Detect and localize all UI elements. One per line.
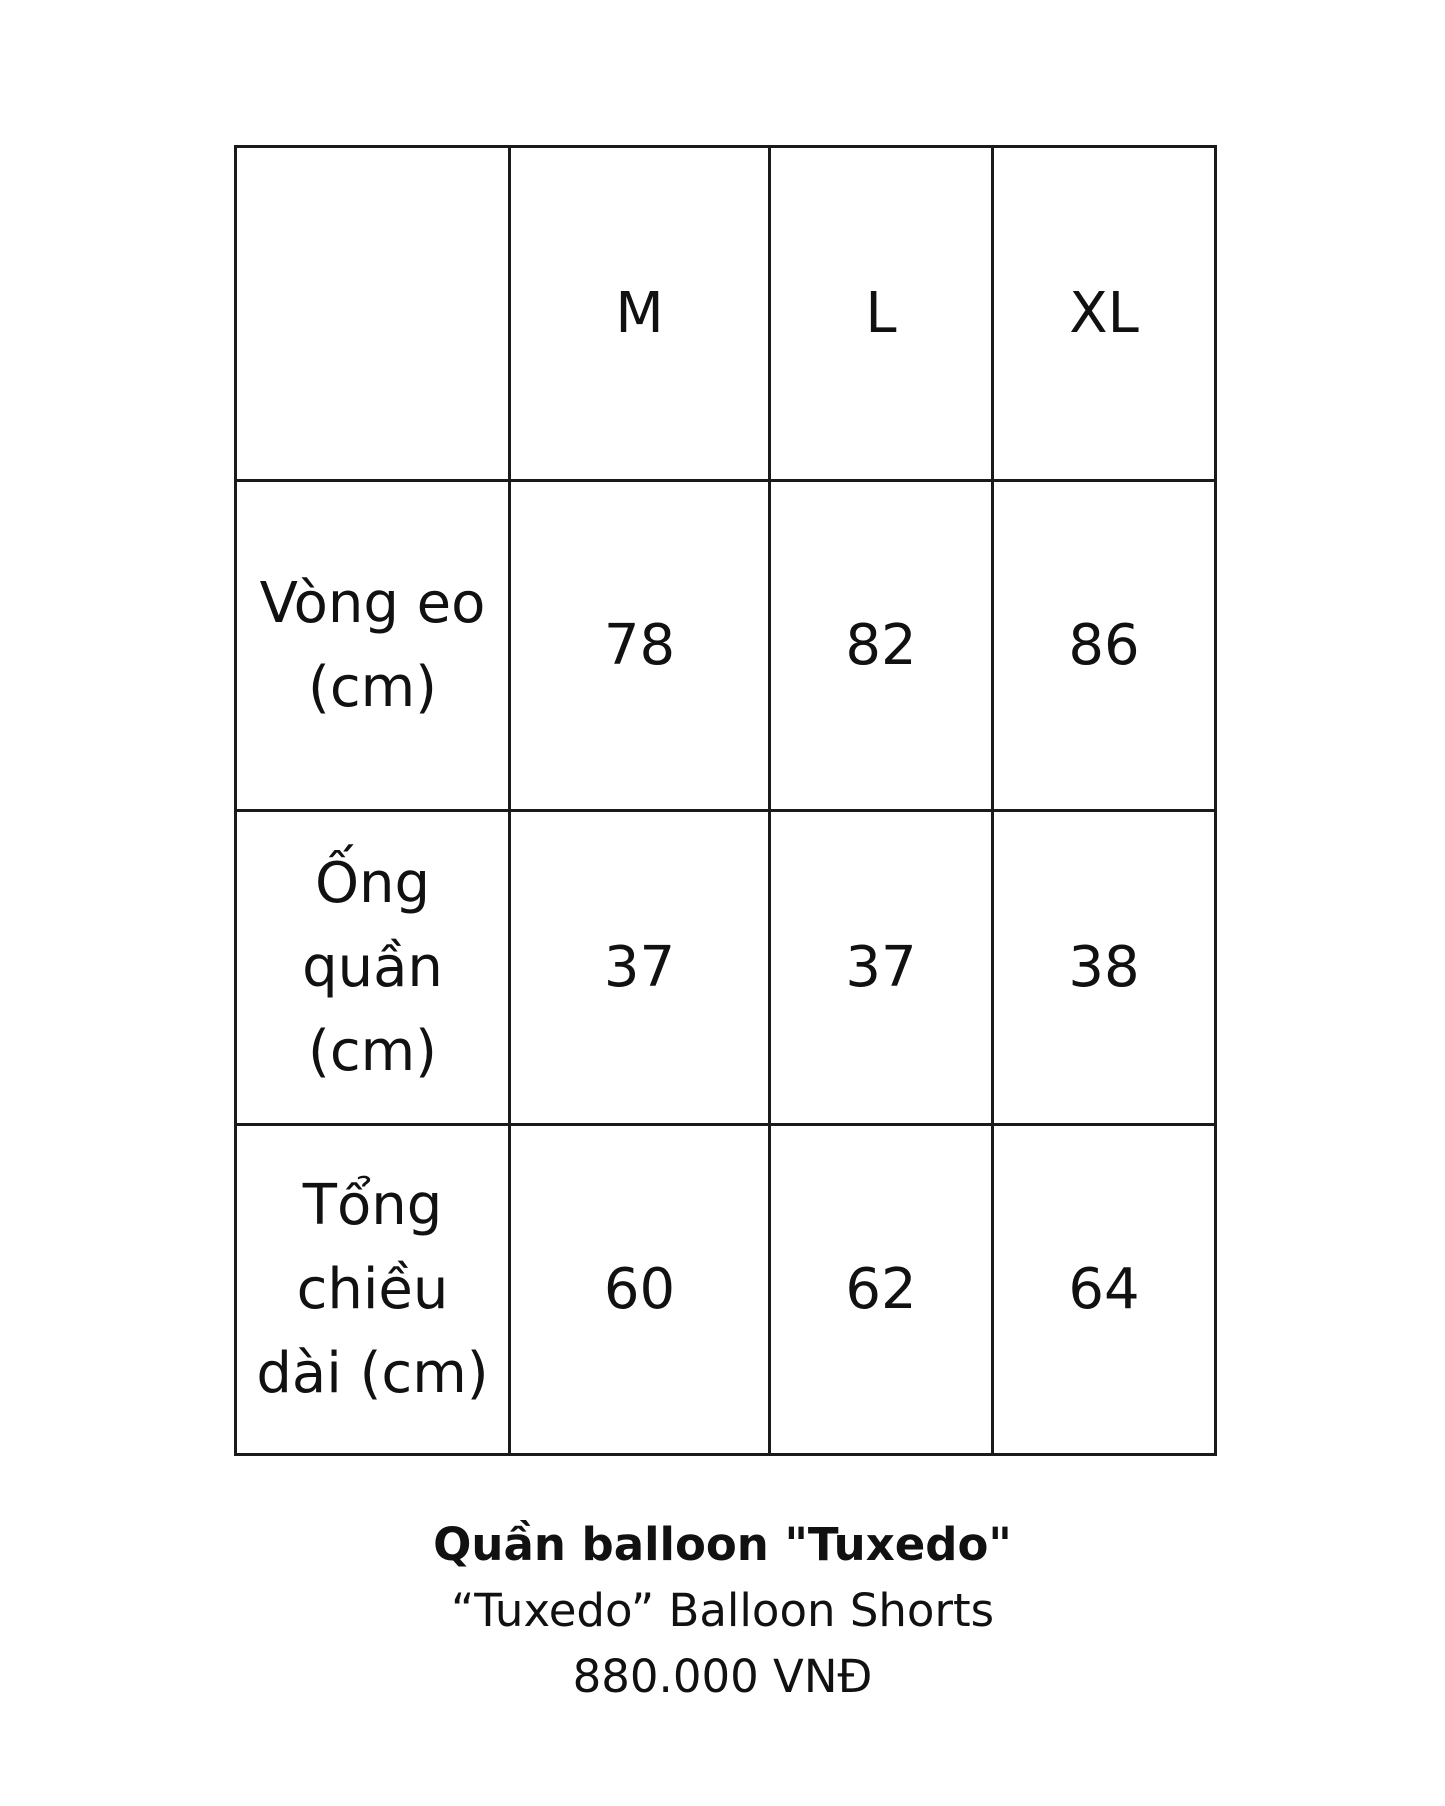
value-waist-l: 82 bbox=[770, 481, 993, 811]
row-label-total-length: Tổng chiều dài (cm) bbox=[236, 1125, 510, 1455]
table-header-row bbox=[236, 147, 1216, 481]
table-row-waist bbox=[236, 481, 1216, 811]
size-chart-table bbox=[234, 145, 1217, 1456]
product-price: 880.000 VNĐ bbox=[572, 1650, 873, 1703]
value-waist-m: 78 bbox=[510, 481, 770, 811]
row-label-leg-opening: Ống quần (cm) bbox=[236, 811, 510, 1125]
value-leg-l: 37 bbox=[770, 811, 993, 1125]
size-header-xl: XL bbox=[993, 147, 1216, 481]
value-length-m: 60 bbox=[510, 1125, 770, 1455]
product-name-vi: Quần balloon "Tuxedo" bbox=[433, 1518, 1012, 1571]
value-leg-m: 37 bbox=[510, 811, 770, 1125]
table-row-leg-opening bbox=[236, 811, 1216, 1125]
size-header-m: M bbox=[510, 147, 770, 481]
value-length-l: 62 bbox=[770, 1125, 993, 1455]
product-name-en: “Tuxedo” Balloon Shorts bbox=[450, 1584, 995, 1637]
product-caption bbox=[0, 1512, 1445, 1710]
table-row-total-length bbox=[236, 1125, 1216, 1455]
value-waist-xl: 86 bbox=[993, 481, 1216, 811]
corner-cell bbox=[236, 147, 510, 481]
row-label-waist: Vòng eo (cm) bbox=[236, 481, 510, 811]
value-length-xl: 64 bbox=[993, 1125, 1216, 1455]
value-leg-xl: 38 bbox=[993, 811, 1216, 1125]
size-header-l: L bbox=[770, 147, 993, 481]
